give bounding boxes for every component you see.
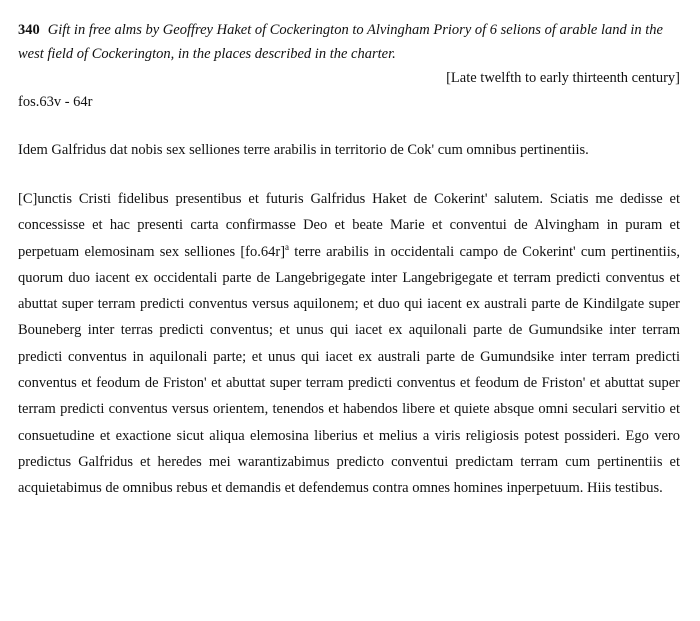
- entry-number: 340: [18, 22, 40, 38]
- rubric-text: Idem Galfridus dat nobis sex selliones terre arabilis in territorio de Cok' cum omnibus pertinentiis.: [18, 142, 589, 158]
- charter-text: [18, 186, 680, 502]
- document-page: [18, 18, 680, 502]
- folio-reference: fos.63v - 64r: [18, 94, 93, 110]
- footnote-marker: a: [285, 241, 290, 252]
- entry-heading: [18, 18, 680, 66]
- entry-date: [Late twelfth to early thirteenth century]: [446, 70, 680, 86]
- entry-title: Gift in free alms by Geoffrey Haket of Cockerington to Alvingham Priory of 6 selions of arable land in the west field of Cockerington, in the places described in the charter.: [18, 22, 663, 62]
- charter-text-part2: terre arabilis in occidentali campo de Cokerint' cum pertinentiis, quorum duo iacent ex occidentali parte de Langebrigegate inter Langebrigegate et terram predicti conventus et abuttat super terram predicti conventus versus aquilonem; et duo qui iacent ex australi parte de Kindilgate super Bouneberg inter terras predicti conventus; et unus qui iacet ex aquilonali parte de Gumundsike inter terram predicti conventus in aquilonali parte; et unus qui iacet ex australi parte de Gumundsike inter terram predicti conventus et feodum de Friston' et abuttat super terram predicti conventus et feodum de Friston' et abuttat super terram predicti conventus versus orientem, tenendos et habendos libere et quiete absque omni seculari servitio et consuetudine et exactione sicut aliqua elemosina liberius et melius a viris religiosis potest possideri. Ego vero predictus Galfridus et heredes mei warantizabimus predicto conventui predictam terram cum pertinentiis et acquietabimus de omnibus rebus et demandis et defendemus contra omnes homines inperpetuum. Hiis testibus.: [18, 243, 680, 497]
- charter-text-part1: [C]unctis Cristi fidelibus presentibus et futuris Galfridus Haket de Cokerint' salutem. Sciatis me dedisse et concessisse et hac presenti carta confirmasse Deo et beate Marie et conventui de Alvingham in puram et perpetuam elemosinam sex selliones [fo.64r]: [18, 191, 680, 260]
